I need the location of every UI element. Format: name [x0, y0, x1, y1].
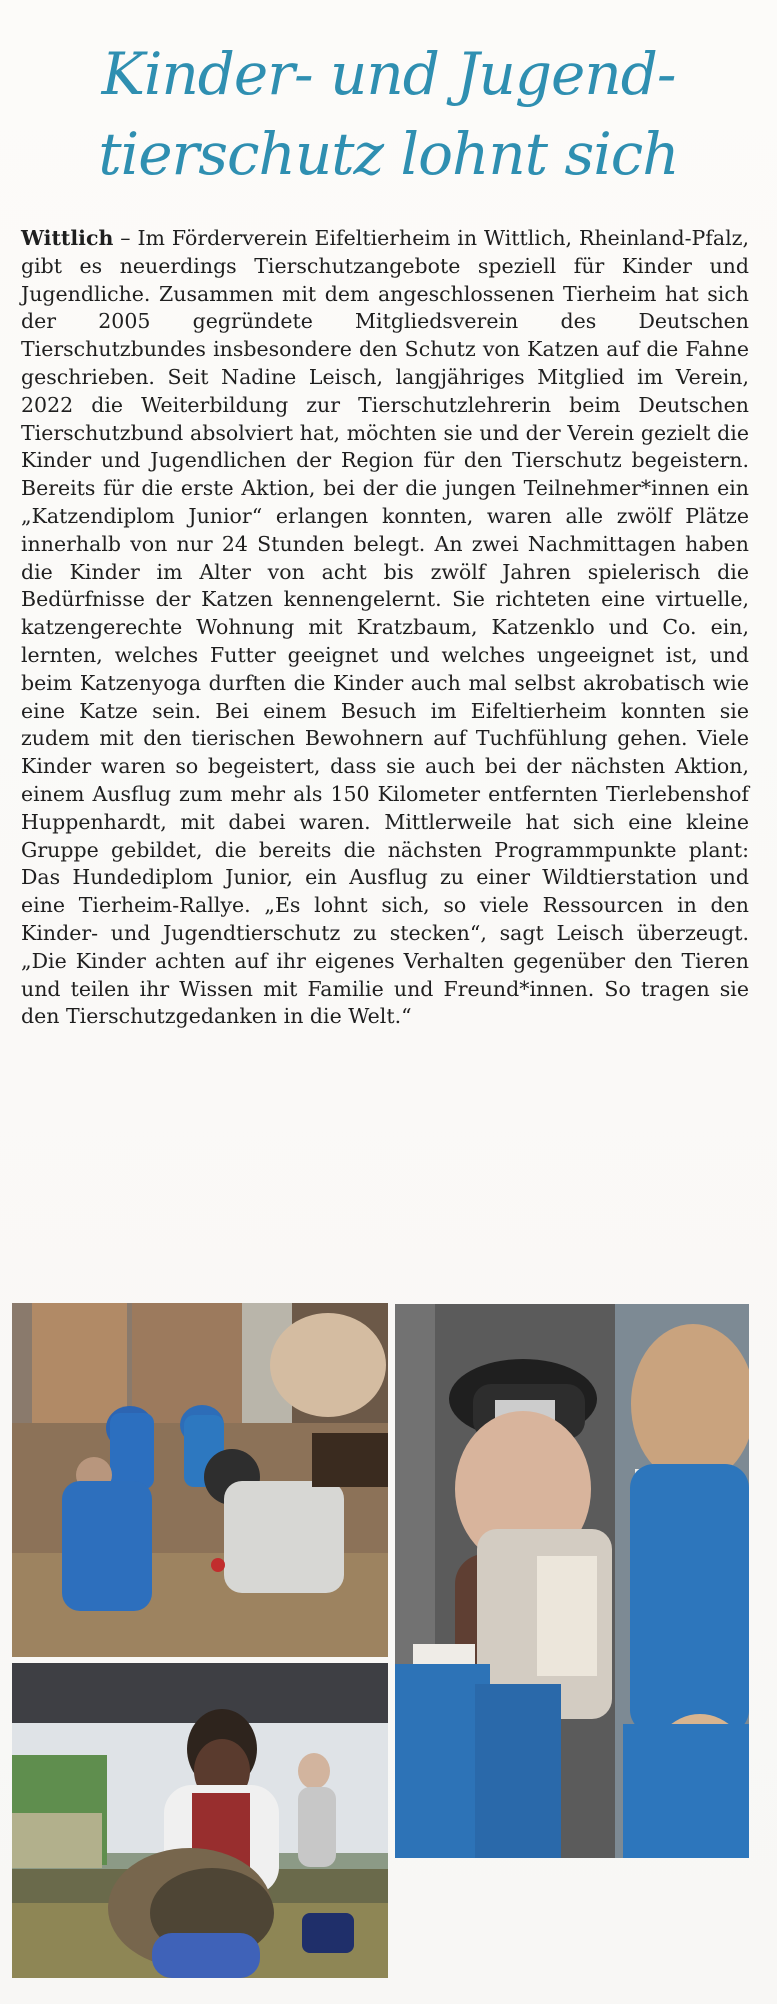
headline-line-2: tierschutz lohnt sich: [98, 120, 679, 188]
photo-child-with-cat: [12, 1663, 388, 1978]
photo-certificates-children: [395, 1304, 749, 1858]
headline-line-1: Kinder- und Jugend-: [101, 40, 676, 108]
article-text: – Im Förderverein Eifeltierheim in Wittlich, Rheinland-Pfalz, gibt es neuerdings Tierschutzangebote speziell für Kinder und Jugendliche. Zusammen mit dem angeschlossenen Tierheim hat sich der 2005 gegründete Mitgliedsverein des Deutschen Tierschutzbundes insbesondere den Schutz von Katzen auf die Fahne geschrieben. Seit Nadine Leisch, langjähriges Mitglied im Verein, 2022 die Weiterbildung zur Tierschutzlehrerin beim Deutschen Tierschutzbund absolviert hat, möchten sie und der Verein gezielt die Kinder und Jugendlichen der Region für den Tierschutz begeistern. Bereits für die erste Aktion, bei der die jungen Teilnehmer*innen ein „Katzendiplom Junior“ erlangen konnten, waren alle zwölf Plätze innerhalb von nur 24 Stunden belegt. An zwei Nachmittagen haben die Kinder im Alter von acht bis zwölf Jahren spielerisch die Bedürfnisse der Katzen kennengelernt. Sie richteten eine virtuelle, katzengerechte Wohnung mit Kratzbaum, Katzenklo und Co. ein, lernten, welches Futter geeignet und welches ungeeignet ist, und beim Katzenyoga durften die Kinder auch mal selbst akrobatisch wie eine Katze sein. Bei einem Besuch im Eifeltierheim konnten sie zudem mit den tierischen Bewohnern auf Tuchfühlung gehen. Viele Kinder waren so begeistert, dass sie auch bei der nächsten Aktion, einem Ausflug zum mehr als 150 Kilometer entfernten Tierlebenshof Huppenhardt, mit dabei waren. Mittlerweile hat sich eine kleine Gruppe gebildet, die bereits die nächsten Programmpunkte plant: Das Hundediplom Junior, ein Ausflug zu einer Wildtierstation und eine Tierheim-Rallye. „Es lohnt sich, so viele Ressourcen in den Kinder- und Jugendtierschutz zu stecken“, sagt Leisch überzeugt. „Die Kinder achten auf ihr eigenes Verhalten gegenüber den Tieren und teilen ihr Wissen mit Familie und Freund*innen. So tragen sie den Tierschutzgedanken in die Welt.“: [21, 226, 749, 1029]
article-place: Wittlich: [21, 226, 114, 250]
photo-stable-children: [12, 1303, 388, 1657]
article-body: [21, 225, 749, 1031]
